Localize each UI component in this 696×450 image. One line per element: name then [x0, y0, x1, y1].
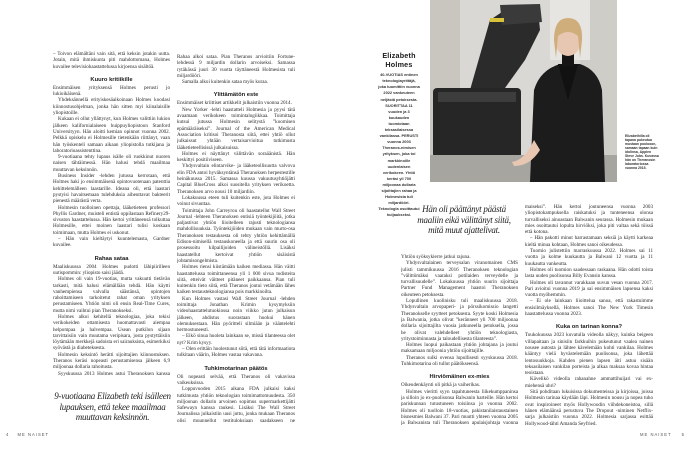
body-paragraph: – Eikö sinua huoleta lainkaan se, missä tilanteessa olet nyt? Krim kysyy. [177, 333, 295, 346]
body-paragraph: 9-vuotiaana tehty lupaus isälle oli ruokkinut nuoren naisen tähtäimessä. Hän halusi tehdä maailmaa muuttavan keksinnön. [53, 154, 170, 173]
page-number: 4 [6, 432, 10, 437]
body-paragraph: Holmesin tuolloinen opettaja, lääketieteen professori Phyllis Gardner, muisteli entistä oppilastaan Refinery29-sivuston haastattelussa. Hän kertoi yrittäneensä tolkuttaa Holmesille, ettei moinen laastari tulisi koskaan toimimaan, mutta Holmes ei uskonut. [53, 204, 170, 236]
pull-quote-line: Hän oli päättänyt päästä [422, 204, 506, 214]
body-paragraph: Kun Holmes vastasi Wall Street Journal -lehden toimittaja Jonathan Krimin kysymyksiin videohaastattelutuokiossa noin viikko jutun julkaisun jälkeen, ahdistus suorastaan huokui hänen olemuksestaan. Hän pyöritteli silmiään ja vääntelehti hermostuneesti. [177, 295, 295, 334]
profile-name: Elizabeth Holmes [382, 51, 416, 69]
body-paragraph: Holmesin keksintö herätti sijoittajien kiinnostuksen. Theranos keräsi nopeasti perustamisensa jälkeen 6,9 miljoonaa dollaria rahoitusta. [53, 351, 170, 371]
article-column-1 [53, 51, 170, 377]
body-paragraph: Tuomio julistettiin marraskuussa 2022. Holmes sai 11 vuotta ja kolme kuukautta ja Balwani 12 vuotta ja 11 kuukautta vankeutta. [525, 248, 653, 267]
body-paragraph: Holmes riensi kiistämään kaiken mediassa. Hän väitti haastattelussa toimittaneensa yli 1 000 sivua todisteita siitä, etteivät väitteet pitäneet paikkaansa. Pian tuli kuitenkin tieto siitä, että Theranos joutui vetämään lähes kaiken testausteknologiansa pois markkinoilta. [177, 264, 295, 296]
profile-bio: 40-VUOTIAS entinen teknologiayrittäjä, joka tuomittiin vuonna 2022 vankeuteen neljästä petoksesta. SUORITTAA 11 vuoden ja 3 kuukauden tuomiotaan teksasilaisessa vankilassa. PERUSTI vuonna 2003 Theranos-nimisen yrityksen, joka toi markkinoille uudenlaisen verikokeen. Yhtiö keräsi yli 700 miljoonaa dollaria sijoittajien rahaa ja Holmesista tuli miljardööri. Teknologia osoittautui huijaukseksi. [378, 72, 420, 218]
body-paragraph: Maaliskuussa 2004 Holmes pudotti lähipiirilleen uutispommin: yliopisto saisi jäädä. [53, 263, 170, 276]
section-heading: Tuhkimotarinan päätös [204, 365, 268, 372]
pull-quote [410, 204, 518, 236]
article-column-3 [401, 254, 518, 426]
body-paragraph: New Yorker -lehti haastatteli Holmesia ja pyysi tätä avaamaan verikokeen toimintalogiikkaa. Toimittaja kutsui jutussa Holmesin selitystä ”koomisen epämääräiseksi”. Journal of the American Medical Association kritisoi Theranosta siitä, ettei yhtiö ollut julkaissut yhtään vertaisarvioitua tutkimusta lääketieteellisissä julkaisuissa. [177, 106, 295, 151]
body-paragraph: maiseksi”. Hän kertoi joutuneensa vuonna 2003 yliopistokampuksella raiskatuksi ja tunteneensa olonsa turvalliseksi ainoastaan Balwanin seurassa. Holmesin mukaan mies osoittautui lopulta hirviöksi, joka piti valtaa sekä töissä että kotona. [525, 204, 653, 236]
body-paragraph: Kävelikö videolla rahanahne ammattihuijari vai ex-miehensä uhri? [525, 376, 653, 389]
pull-quote [50, 391, 175, 423]
page-footer [6, 432, 49, 437]
photo-holmes-laboratory [430, 0, 617, 182]
body-paragraph: Holmes oli tuomion saadessaan raskaana. Hän odotti toista lasta uuden puolisonsa Billy Evansin kanssa. [525, 266, 653, 280]
section-heading: Rahaa sataa [94, 255, 129, 262]
body-paragraph: – Olen erittäin huolestunut siitä, että tätä informaatiota tulkitaan väärin, Holmes vastaa vakavana. [177, 346, 295, 359]
body-paragraph: Sitä pohditaan lukuisissa dokumenteissa ja kirjoissa, joissa Holmesin tarinaa käydään läpi. Holmesin nousu ja nopea tuho ovat inspiroineet myös Hollywoodin viihdekoneistoa, sillä hänen elämäänsä perustuva The Dropout -niminen Netflix-sarja julkaistiin vuonna 2022. Holmesia sarjassa esittää Hollywood-tähti Amanda Seyfried. [525, 389, 653, 426]
body-paragraph: – Hän vain kieltäytyi kuuntelemasta, Gardner kuvailee. [53, 236, 170, 249]
page-number: 5 [681, 432, 686, 437]
section-heading: Kuuro kritiikille [90, 76, 133, 83]
body-paragraph: Yhdysvaltain elintarvike- ja lääketeollisuutta valvova elin FDA antoi hyväksyntänsä Theranoksen herpestestille heinäkuussa 2015. Samassa kuussa vakuutusyhtiöjätti Capital BlueCross alkoi suositella yrityksen verikoetta. Theranoksen arvo nousi 10 miljardiin. [177, 163, 295, 195]
article-column-2 [177, 54, 295, 424]
section-heading: Kuka on tarinan konna? [555, 324, 623, 331]
body-paragraph: – Hän pakotti minut harrastamaan seksiä ja käytti karkeaa kieltä minua kohtaan, Holmes sanoi oikeudessa. [525, 235, 653, 248]
pull-quote-line: maaliin eikä välittänyt siitä, [417, 214, 511, 225]
article-column-4 [525, 204, 653, 426]
section-heading: Hirviömäinen ex-mies [429, 374, 490, 381]
pull-quote-line: 9-vuotiaana Elizabeth teki isälleen [54, 391, 171, 401]
body-paragraph: – Toivon elämältäni vain sitä, että keksin jotakin uutta. Jotain, mitä ihmiskunta piti mahdottomana, Holmes kuvailee televisiohaastattelussa kirjoensa sisältöä. [53, 51, 170, 70]
right-page [348, 0, 696, 450]
body-paragraph: Oli nopeasti selvää, että Theranos oli vakavissa vaikeuksissa. [177, 373, 295, 386]
body-paragraph: Holmes oli tavannut varakkaan suvun vesan vuonna 2017. Pari avioitui vuonna 2019 ja sai ensimmäisen lapsensa kaksi vuotta myöhemmin. [525, 279, 653, 299]
pull-quote-line: mitä muut ajattelivat. [428, 225, 500, 235]
body-paragraph: Holmes oli vain 19-vuotias, mutta vakuutti tietävän tarkasti, mitä halusi elämällään tehdä. Hän käytti vanhempiensa valvalla säästänsä, opintojen rahoittamiseen tarkoitetut rahat oman yrityksen perustamiseen. Yhtiön nimi oli ensin Real-Time Cures, mutta nimi vaihtui pian Theranokseksi. [53, 276, 170, 314]
body-paragraph: Theranos sulki ovensa lopullisesti syyskuussa 2018. Tuhkimotarina oli tullut päätökseensä. [401, 354, 518, 368]
body-paragraph: – Ei ole lainkaan liioittelua sanoa, että rakastuimme ensisilmäyksellä, Holmes sanoi The New York Timesin haastattelussa vuonna 2023. [525, 298, 653, 318]
magazine-name: ME NAISET [17, 432, 50, 437]
body-paragraph: Kukaan ei ollut yllättynyt, kun Holmes valittiin lukion jälkeen kalifornialaiseen huippuyliopistoon Stanford Universityyn. Hän aloitti kemian opinnot vuonna 2002. Pelkkä opiskelu ei Holmesille tietenkään riittänyt, vaan hän työskenteli samaan aikaan yliopistolla tutkijana ja laboratorioassistenttina. [53, 116, 170, 154]
photo-caption: Elizabethilla oli tapana pukeutua mustaan poolooon, samaan tapaan kuin idolinsa, Applen Steve Jobs. Kuvassa hän on Theranosin laboratoriossa vuonna 2015. [625, 134, 659, 170]
body-paragraph: Syyskuussa 2013 Holmes astui Theranoksen kanssa [58, 370, 170, 377]
body-paragraph: Ensimmäiset kriittiset artikkelit julkaistiin vuonna 2014. [177, 100, 292, 107]
body-paragraph: Holmes luopui paikastaan yhtiön johtajana ja joutui maksamaan miljoonia yhtiön sijoittajille. [401, 342, 518, 355]
body-paragraph: Toimittaja John Carreyrou oli haastatellut Wall Street Journal -lehteen Theranoksen entisiä työntekijöitä, jotka paljastivat yhtiön liioitelleen rajusti teknologiansa mahdollisuuksia. Työntekijöiden mukaan vain murto-osa Theranoksen testauksesta oli tehty yhtiön kehittämällä Edison-nimisellä testauskoneella ja että suurin osa oli prosessoitu kilpailijoiden välineistöllä. Lisäksi haastatellut kertoivat yhtiön sisäisistä johtamisongelmista. [177, 207, 295, 264]
body-paragraph: Rahaa alkoi sataa. Pian Theranos arvioitiin Fortune-lehdessä 9 miljardin dollarin arvoiseksi. Samassa rytäkässä juuri 30 vuotta täyttäneestä Holmesista tuli miljardööri. [177, 54, 295, 79]
page-footer [640, 432, 685, 437]
body-paragraph: Business Insider -lehden jutussa kerrotaan, että Holmes haki jo ensimmäisenä opintovuotenaan patenttia kehittelemälleen laastarille. Ideana oli, että laastari pystyisi havaitsemaan tulehduksia aiheuttavat bakteerit pienestä määrästä verta. [53, 173, 170, 205]
body-paragraph: Oikeudenkäynti oli pitkä ja vaiherikas. [401, 382, 481, 389]
body-paragraph: Holmes ei näyttänyt välittävän soraäänistä. Hän keskittyi positiiviseen. [177, 150, 295, 164]
pull-quote-line: muuttavan keksinnön. [75, 412, 150, 422]
body-paragraph: Yhdeksännellä erityiskesäaikoinaan Holmes koodasi kiinnostusohjelman, jonka hän sitten myi kiinalaisille yliopistoille. [53, 97, 170, 117]
body-paragraph: Holmes alkoi kehitellä teknologiaa, joka tekisi verikokeiden ottamisesta huomattavasti aiempaa helpompaa ja halvempaa. Usean putkilon sijaan tarvittaisiin vain muutama veripisara, josta pystyttäisiin löytämään merkkejä sadoista eri sairauksista, esimerkiksi syövästä ja diabeteksesta. [53, 313, 170, 352]
body-paragraph: Loppuvuoden 2015 aikana FDA julkaisi kaksi tutkimusta yhtiön teknologian toimimattomuudesta. 350 miljoonan dollarin arvoinen sopimus supermarkettijätti Safewayn kanssa raukesi. Lisäksi The Wall Street Journalissa julkaistiin uusi juttu, jonka mukaan Theranos olisi muunnellut testituloksiaan saadakseen ne [177, 386, 295, 424]
body-paragraph: Yhtiön syöksykierre jatkui rajuna. [401, 254, 471, 260]
section-heading: Ylittämätön este [213, 92, 259, 99]
body-paragraph: Yhdysvaltalainen terveysalan viranomainen CMS julisti tammikuussa 2016 Theranoksen teknologian ”välittömäksi vaaraksi potilaiden terveydelle ja turvallisuudelle”. Lokakuussa yhtiön suurin sijoittaja Partner Fund Management haastoi Theranoksen oikeuteen petoksesta. [401, 260, 518, 298]
magazine-name: ME NAISET [640, 432, 672, 437]
body-paragraph: Toukokuussa 2023 kuvatulla videolla näkyy, kuinka beigeen villapaitaan ja sinisiin farkkuihin pukeutunut vaalea nainen nousee autosta ja lähtee kävelemään kohti vankilaa. Holmes kääntyy vielä hyvästelemään puolisonsa, joka lähettää lentosuukkoja. Kahden pienen lapsen äiti astuu sisään teksasilaisen vankilan porteista ja alkaa maksaa kovaa hintaa teoistaan. [525, 332, 653, 377]
body-paragraph: Ensimmäisen yrityksensä Holmes perusti jo lukioikäisenä. [53, 84, 170, 98]
profile-box [378, 52, 420, 218]
pull-quote-line: lupauksen, että tekee maailmaa [59, 401, 166, 412]
body-paragraph: Lopullinen kuolinisku tuli maaliskuussa 2018. Yhdysvaltain arvopaperi- ja pörssikomissio langetti Theranokselle syytteet petoksesta. Syyte koski Holmesia ja Balwania, jotka olivat ”keränneet yli 700 miljoonaa dollaria sijoittajilta vuosia jatkuneella petoksella, jossa he olivat valehdelleet yhtiön teknologiasta, yritystoiminnasta ja taloudellisesta tilanteesta”. [401, 298, 518, 342]
body-paragraph: Lokakuussa eteen tuli kuitenkin este, jota Holmes ei voinut sivuuttaa. [177, 194, 295, 208]
body-paragraph: Samalla alkoi kuitenkin sataa myös kuraa. [182, 79, 269, 86]
body-paragraph: Holmes vieritti syyn tapahtuneesta liikekumppaninsa ja silloin jo ex-puolisonsa Balwanin harteille. Hän kertoi pariskunnan tutustuneen toisiinsa jo vuonna 2002. Holmes oli tuolloin 18-vuotias, pakistanilaistaustainen bisnesmies Balwani 37. Pari muutti yhteen vuonna 2005 ja Balwanista tuli Theranoksen apulaisjohtaja vuonna [401, 388, 518, 426]
